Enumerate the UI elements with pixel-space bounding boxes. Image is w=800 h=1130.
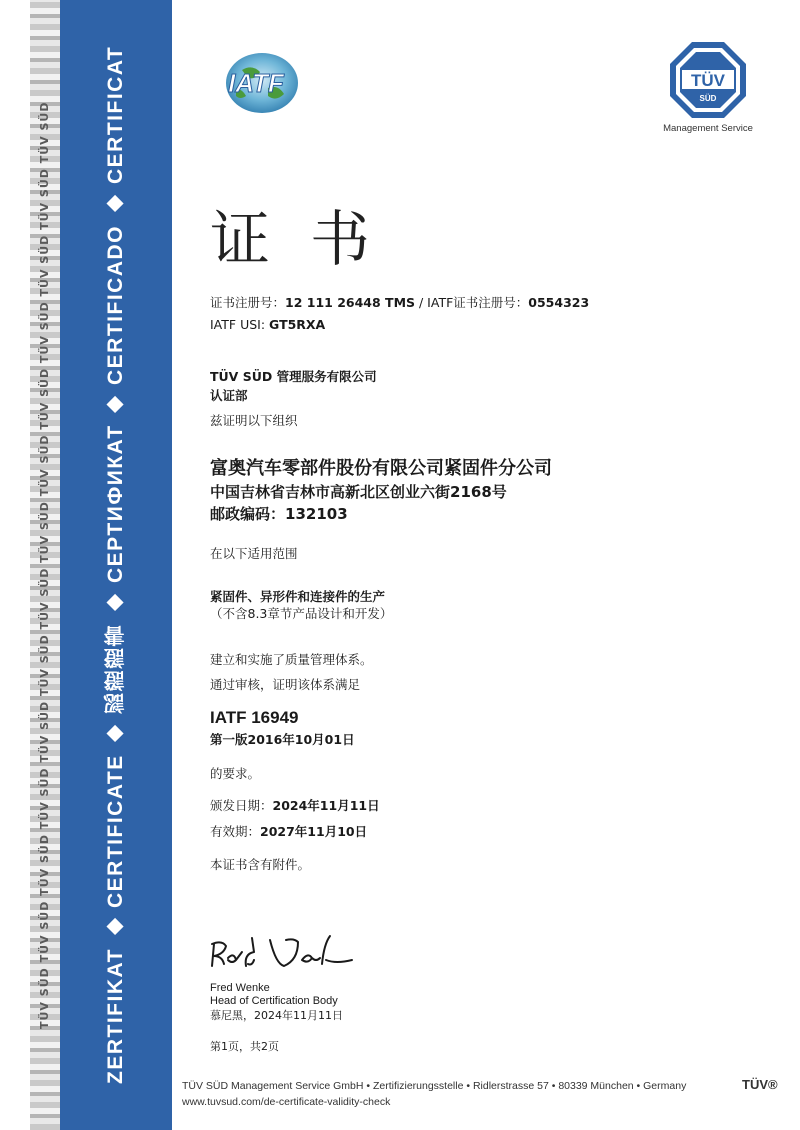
signatory-place-date: 慕尼黑，2024年11月11日 <box>210 1009 343 1022</box>
footer-url[interactable]: www.tuvsud.com/de-certificate-validity-check <box>182 1096 391 1108</box>
usi-value: GT5RXA <box>269 317 326 332</box>
usi-line <box>210 317 325 332</box>
band-word: CERTIFICADO <box>104 224 127 385</box>
registration-label: 证书注册号： <box>210 295 286 310</box>
statement-line2: 通过审核，证明该体系满足 <box>210 677 361 692</box>
svg-text:SÜD: SÜD <box>699 94 717 103</box>
scope-intro: 在以下适用范围 <box>210 546 298 561</box>
expiry-date-label: 有效期： <box>210 824 261 839</box>
issue-date: 2024年11月11日 <box>272 798 380 813</box>
issue-date-label: 颁发日期： <box>210 798 273 813</box>
band-separator: ◆ <box>104 392 127 418</box>
annex-note: 本证书含有附件。 <box>210 857 311 872</box>
issuer-intro: 兹证明以下组织 <box>210 413 298 428</box>
standard-name: IATF 16949 <box>210 708 299 727</box>
issuer-dept: 认证部 <box>210 388 248 403</box>
hologram-strip <box>30 0 60 1130</box>
postal-code: 132103 <box>285 505 348 523</box>
postal-line <box>210 503 348 524</box>
scope-exclusion: （不含8.3章节产品设计和开发） <box>210 606 393 621</box>
svg-text:TÜV: TÜV <box>691 71 725 90</box>
statement-line1: 建立和实施了质量管理体系。 <box>210 652 373 667</box>
certificate-band <box>60 0 172 1130</box>
organization-address: 中国吉林省吉林市高新北区创业六街2168号 <box>210 483 507 501</box>
postal-label: 邮政编码： <box>210 505 286 523</box>
band-separator: ◆ <box>104 590 127 617</box>
band-word: СЕРТИФИКАТ <box>104 424 127 584</box>
band-word: ZERTIFIKAT <box>104 947 127 1084</box>
registration-line <box>210 293 589 311</box>
tuv-octagon-logo <box>668 40 748 120</box>
signatory-title: Head of Certification Body <box>210 995 338 1007</box>
iatf-logo <box>212 50 304 116</box>
tuv-footer-mark: TÜV® <box>742 1077 778 1092</box>
footer-address: TÜV SÜD Management Service GmbH • Zertifizierungsstelle • Ridlerstrasse 57 • 80339 München • Germany <box>182 1080 687 1092</box>
band-separator: ◆ <box>104 914 127 941</box>
svg-text:IATF: IATF <box>228 68 284 98</box>
registration-number: 12 111 26448 TMS <box>285 295 416 310</box>
usi-label: IATF USI: <box>210 317 270 332</box>
tuv-caption: Management Service <box>663 123 753 134</box>
certificate-title: 证书 <box>210 205 410 275</box>
scope-text: 紧固件、异形件和连接件的生产 <box>210 589 386 604</box>
band-words <box>60 0 172 1130</box>
expiry-date: 2027年11月10日 <box>260 824 368 839</box>
iatf-registration-number: 0554323 <box>528 295 590 310</box>
hologram-text: TÜV SÜD TÜV SÜD TÜV SÜD TÜV SÜD TÜV SÜD TÜV SÜD TÜV SÜD TÜV SÜD TÜV SÜD TÜV SÜD TÜV SÜD TÜV SÜD TÜV SÜD TÜV SÜD <box>38 101 51 1029</box>
issuer-name: TÜV SÜD 管理服务有限公司 <box>210 369 377 384</box>
band-separator: ◆ <box>104 721 127 747</box>
expiry-date-line <box>210 822 367 840</box>
page-count: 第1页，共2页 <box>210 1040 279 1053</box>
band-word: 認證證書 <box>104 623 127 714</box>
band-separator: ◆ <box>104 191 127 218</box>
band-word: CERTIFICATE <box>104 753 127 908</box>
signature <box>206 930 356 974</box>
organization-name: 富奥汽车零部件股份有限公司紧固件分公司 <box>210 458 552 479</box>
standard-requirement: 的要求。 <box>210 766 261 781</box>
signatory-name: Fred Wenke <box>210 982 270 994</box>
standard-edition: 第一版2016年10月01日 <box>210 732 355 747</box>
issue-date-line <box>210 796 380 814</box>
iatf-registration-label: / IATF证书注册号： <box>415 295 529 310</box>
band-word: CERTIFICAT <box>104 46 127 185</box>
